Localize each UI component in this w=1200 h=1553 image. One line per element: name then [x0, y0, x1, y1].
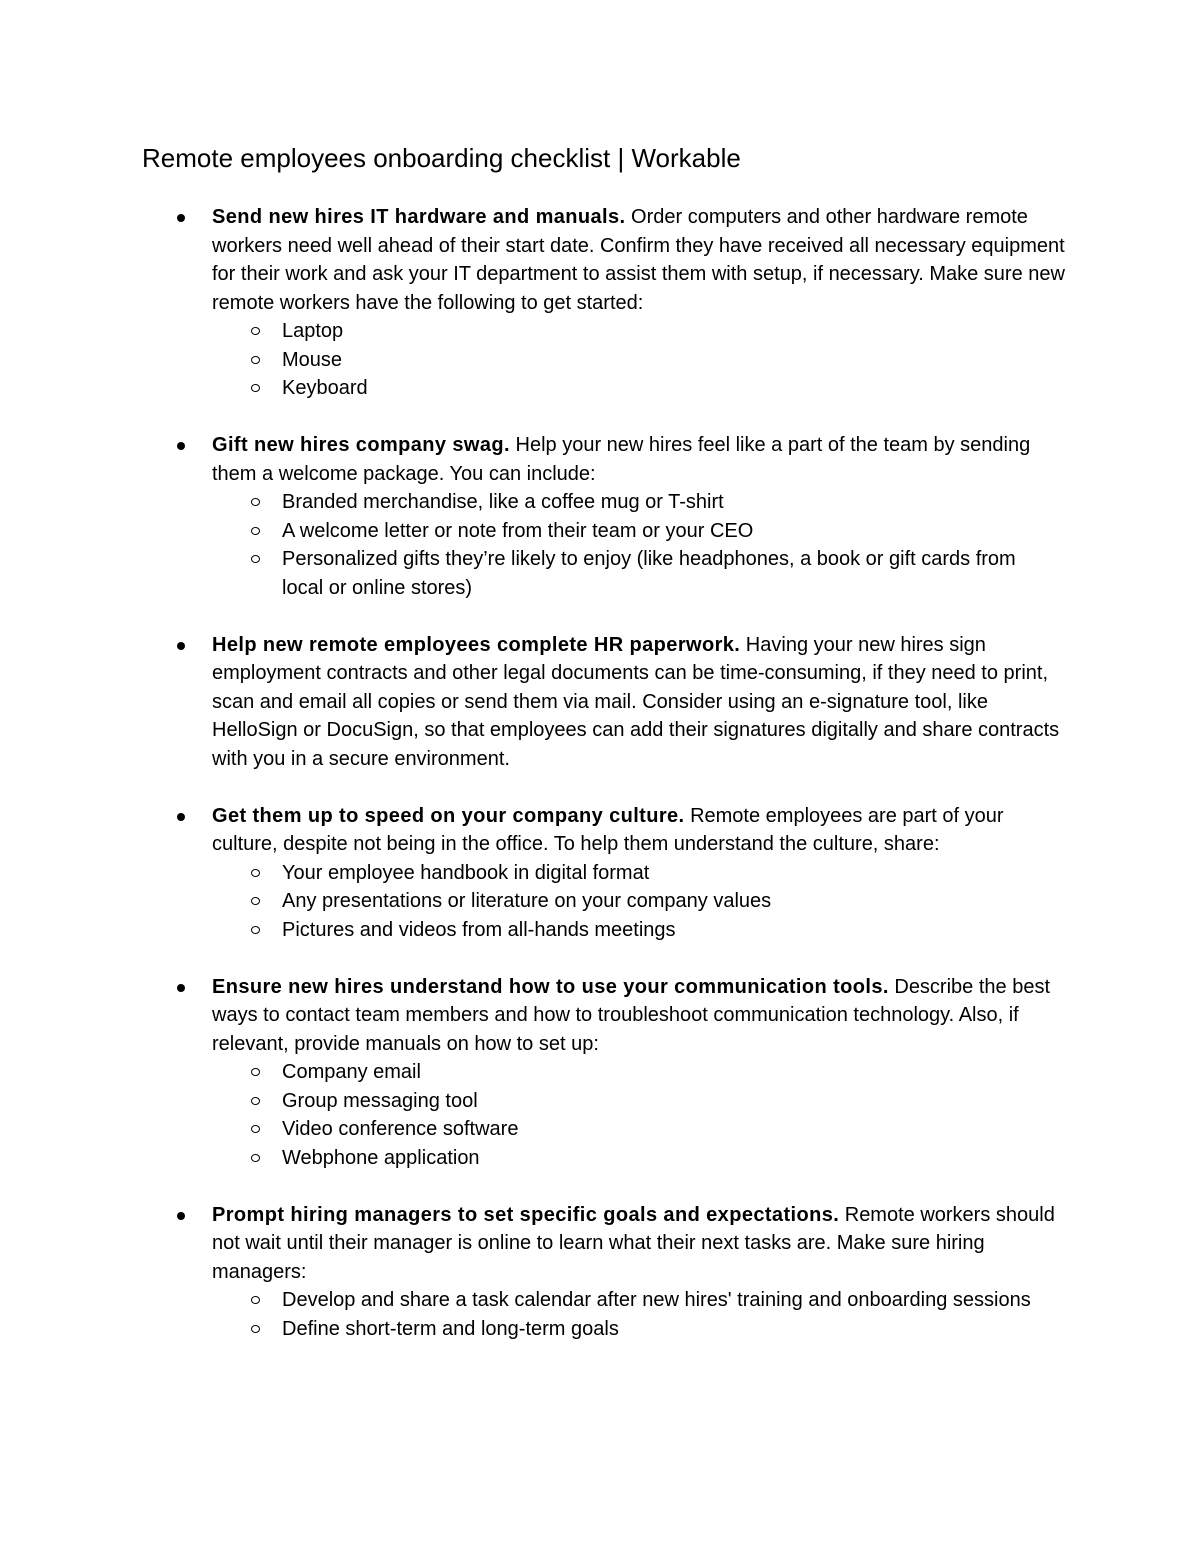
sub-list	[212, 859, 1072, 945]
sub-list	[212, 488, 1072, 602]
bullet-icon	[177, 442, 185, 450]
circle-bullet-icon	[251, 1097, 260, 1105]
sub-list-item	[212, 517, 1042, 546]
item-heading: Get them up to speed on your company culture.	[212, 804, 685, 827]
sub-item-text: Webphone application	[282, 1146, 480, 1169]
sub-item-text: Define short-term and long-term goals	[282, 1317, 619, 1340]
item-text: Having your new hires sign employment contracts and other legal documents can be time-consuming, if they need to print, scan and email all copies or send them via mail. Consider using an e-signature tool, like HelloSign or DocuSign, so that employees can add their signatures digitally and share contracts with you in a secure environment.	[212, 633, 1060, 770]
sub-list-item	[212, 916, 1042, 945]
bullet-icon	[177, 1212, 185, 1220]
item-text: Order computers and other hardware remote workers need well ahead of their start date. Confirm they have received all necessary equipment for their work and ask your IT department to assist them with setup, if necessary. Make sure new remote workers have the following to get started:	[212, 206, 1065, 314]
circle-bullet-icon	[251, 897, 260, 905]
checklist-item	[0, 631, 1072, 774]
circle-bullet-icon	[251, 926, 260, 934]
sub-list-item	[212, 1087, 1042, 1116]
sub-item-text: Video conference software	[282, 1118, 519, 1140]
sub-item-text: Keyboard	[282, 377, 368, 399]
sub-item-text: Personalized gifts they’re likely to enjoy (like headphones, a book or gift cards from local or online stores)	[282, 548, 1016, 599]
checklist-item	[0, 1201, 1072, 1344]
sub-list	[212, 317, 1072, 403]
sub-item-text: Group messaging tool	[282, 1089, 478, 1112]
sub-list-item	[212, 545, 1042, 602]
sub-list-item	[212, 346, 1042, 375]
bullet-icon	[177, 642, 185, 650]
circle-bullet-icon	[251, 327, 260, 335]
sub-list-item	[212, 317, 1042, 346]
item-text: Remote employees are part of your culture, despite not being in the office. To help them understand the culture, share:	[212, 804, 1004, 855]
item-heading: Prompt hiring managers to set specific goals and expectations.	[212, 1203, 840, 1226]
bullet-icon	[177, 984, 185, 992]
sub-item-text: Your employee handbook in digital format	[282, 861, 650, 884]
sub-list-item	[212, 887, 1042, 916]
sub-item-text: Branded merchandise, like a coffee mug or T-shirt	[282, 491, 724, 513]
sub-item-text: Any presentations or literature on your company values	[282, 890, 772, 912]
onboarding-checklist	[0, 203, 1200, 1343]
bullet-icon	[177, 214, 185, 222]
document-title: Remote employees onboarding checklist | Workable	[142, 143, 741, 173]
item-text: Help your new hires feel like a part of the team by sending them a welcome package. You can include:	[212, 434, 1031, 485]
circle-bullet-icon	[251, 869, 260, 877]
circle-bullet-icon	[251, 527, 260, 535]
sub-item-text: Pictures and videos from all-hands meetings	[282, 918, 676, 941]
sub-list-item	[212, 1315, 1042, 1344]
checklist-item	[0, 973, 1072, 1173]
sub-item-text: Company email	[282, 1061, 421, 1083]
circle-bullet-icon	[251, 555, 260, 563]
sub-item-text: A welcome letter or note from their team or your CEO	[282, 519, 754, 542]
item-heading: Help new remote employees complete HR paperwork.	[212, 633, 741, 656]
item-text: Describe the best ways to contact team members and how to troubleshoot communication technology. Also, if relevant, provide manuals on how to set up:	[212, 975, 1051, 1055]
circle-bullet-icon	[251, 1068, 260, 1076]
sub-list-item	[212, 1286, 1042, 1315]
sub-list-item	[212, 374, 1042, 403]
circle-bullet-icon	[251, 1154, 260, 1162]
sub-item-text: Mouse	[282, 348, 343, 371]
circle-bullet-icon	[251, 384, 260, 392]
sub-list-item	[212, 859, 1042, 888]
item-heading: Ensure new hires understand how to use your communication tools.	[212, 975, 889, 998]
item-heading: Gift new hires company swag.	[212, 434, 510, 456]
sub-item-text: Laptop	[282, 320, 344, 342]
sub-list-item	[212, 1058, 1042, 1087]
sub-list-item	[212, 488, 1042, 517]
circle-bullet-icon	[251, 1296, 260, 1304]
item-text: Remote workers should not wait until their manager is online to learn what their next tasks are. Make sure hiring managers:	[212, 1203, 1055, 1283]
item-heading: Send new hires IT hardware and manuals.	[212, 206, 626, 228]
circle-bullet-icon	[251, 1125, 260, 1133]
sub-list	[212, 1286, 1072, 1343]
circle-bullet-icon	[251, 1325, 260, 1333]
circle-bullet-icon	[251, 356, 260, 364]
checklist-item	[0, 802, 1072, 945]
sub-item-text: Develop and share a task calendar after new hires' training and onboarding sessions	[282, 1289, 1031, 1311]
bullet-icon	[177, 813, 185, 821]
sub-list	[212, 1058, 1072, 1172]
checklist-item	[0, 203, 1072, 403]
sub-list-item	[212, 1115, 1042, 1144]
checklist-item	[0, 431, 1072, 602]
circle-bullet-icon	[251, 498, 260, 506]
sub-list-item	[212, 1144, 1042, 1173]
